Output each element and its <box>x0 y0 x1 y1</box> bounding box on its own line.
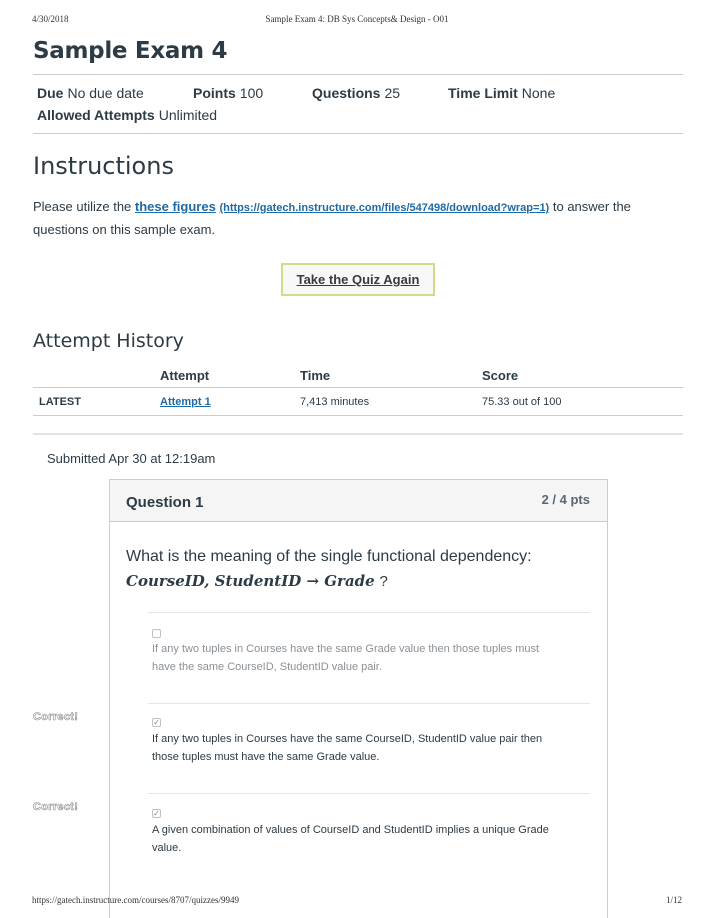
points-value: 100 <box>239 85 264 101</box>
instructions-text <box>33 196 685 240</box>
detail-questions <box>312 85 400 101</box>
col-time: Time <box>300 368 331 383</box>
answer-divider <box>148 612 590 613</box>
answer-checkbox-1 <box>152 629 161 638</box>
formula-suffix: ? <box>379 573 388 590</box>
col-score: Score <box>482 368 519 383</box>
divider <box>33 74 683 75</box>
detail-attempts <box>37 107 217 123</box>
correct-flag-2: Correct! <box>33 711 79 723</box>
attempt-history-heading: Attempt History <box>33 330 184 352</box>
formula-expression: CourseID, StudentID → Grade <box>126 572 375 590</box>
questions-label: Questions <box>312 85 381 101</box>
detail-time-limit <box>448 85 555 101</box>
attempt-link[interactable]: Attempt 1 <box>160 396 211 408</box>
points-label: Points <box>193 85 236 101</box>
divider <box>33 433 683 435</box>
instructions-text-before: Please utilize the <box>33 199 132 214</box>
instructions-heading: Instructions <box>33 152 174 180</box>
divider <box>33 387 683 388</box>
detail-points <box>193 85 263 101</box>
time-limit-value: None <box>521 85 556 101</box>
print-title: Sample Exam 4: DB Sys Concepts& Design - O01 <box>265 14 449 24</box>
latest-tag: LATEST <box>39 396 81 408</box>
correct-flag-3: Correct! <box>33 801 79 813</box>
attempts-label: Allowed Attempts <box>37 107 155 123</box>
question-text: What is the meaning of the single functional dependency: <box>126 548 532 565</box>
question-name: Question 1 <box>126 494 204 511</box>
detail-due <box>37 85 144 101</box>
answer-text-3: A given combination of values of CourseID and StudentID implies a unique Grade value. <box>152 824 549 854</box>
attempt-time: 7,413 minutes <box>300 396 370 408</box>
answer-checkbox-2: ✓ <box>153 718 160 727</box>
page-number: 1/12 <box>665 895 682 905</box>
attempts-value: Unlimited <box>158 107 218 123</box>
answer-text-1: If any two tuples in Courses have the same Grade value then those tuples must have the same CourseID, StudentID value pair. <box>152 643 540 673</box>
answer-divider <box>148 793 590 794</box>
print-date: 4/30/2018 <box>32 14 69 24</box>
question-formula <box>126 572 388 590</box>
divider <box>33 133 683 134</box>
figures-link-url[interactable]: (https://gatech.instructure.com/files/547498/download?wrap=1) <box>219 202 550 214</box>
due-label: Due <box>37 85 64 101</box>
attempt-score: 75.33 out of 100 <box>482 396 562 408</box>
time-limit-label: Time Limit <box>448 85 518 101</box>
answer-checkbox-3: ✓ <box>153 809 160 818</box>
question-points: 2 / 4 pts <box>541 492 590 507</box>
print-footer <box>32 895 682 907</box>
question-header <box>110 480 607 522</box>
answer-divider <box>148 703 590 704</box>
answer-text-2: If any two tuples in Courses have the same CourseID, StudentID value pair then those tuples must have the same Grade value. <box>152 733 543 763</box>
instructions-text-after: to answer the questions on this sample exam. <box>33 199 631 237</box>
print-url: https://gatech.instructure.com/courses/8707/quizzes/9949 <box>32 895 239 905</box>
figures-link[interactable]: these figures <box>134 199 216 214</box>
divider <box>33 415 683 416</box>
submitted-text: Submitted Apr 30 at 12:19am <box>47 451 216 466</box>
take-quiz-again-button[interactable]: Take the Quiz Again <box>281 263 435 296</box>
page-title: Sample Exam 4 <box>33 38 228 64</box>
due-value: No due date <box>67 85 144 101</box>
questions-value: 25 <box>384 85 401 101</box>
col-attempt: Attempt <box>160 368 210 383</box>
print-header <box>32 14 682 26</box>
